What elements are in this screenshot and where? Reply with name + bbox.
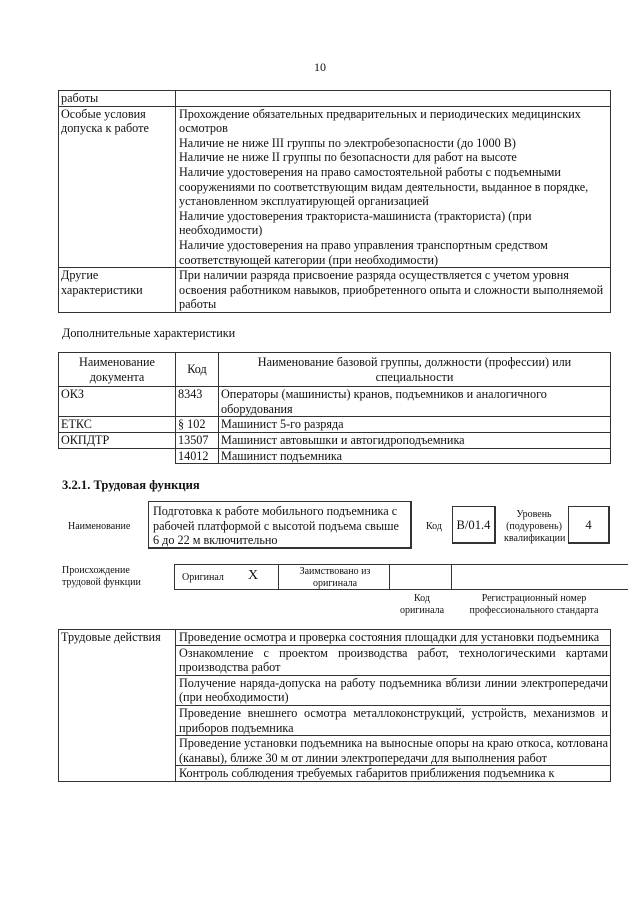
section-title: 3.2.1. Трудовая функция [62, 478, 200, 492]
condition-line: При наличии разряда присвоение разряда осуществляется с учетом уровня освоения работником навыков, приобретенного опыта и сложности выполняемой работы [179, 268, 604, 312]
doc-cell: ОКЗ [59, 387, 176, 417]
page-number: 10 [314, 60, 326, 74]
code-cell: 8343 [176, 387, 219, 417]
reg-number-label: Регистрационный номер профессионального стандарта [469, 593, 599, 616]
header-group-name: Наименование базовой группы, должности (профессии) или специальности [219, 353, 611, 387]
extra-characteristics-table [58, 352, 611, 464]
orig-code-label: Код оригинала [399, 593, 445, 616]
table-row [59, 417, 611, 433]
action-item: Ознакомление с проектом производства работ, технологическими картами производства работ [176, 645, 611, 675]
condition-line: Наличие удостоверения на право управления транспортным средством соответствующей категории (при необходимости) [179, 237, 548, 267]
table-row [59, 91, 611, 107]
code-cell: 14012 [176, 448, 219, 464]
name-cell: Машинист автовышки и автогидроподъемника [219, 432, 611, 448]
header-document: Наименование документа [59, 353, 176, 387]
code-cell: § 102 [176, 417, 219, 433]
name-cell: Машинист 5-го разряда [219, 417, 611, 433]
header-code: Код [176, 353, 219, 387]
original-label: Оригинал [182, 572, 224, 583]
action-item: Проведение установки подъемника на выносные опоры на краю откоса, котлована (канавы), ближе 30 м от линии электропередачи для выполнения работ [176, 736, 611, 766]
doc-cell: ОКПДТР [59, 432, 176, 448]
origin-label: Происхождение трудовой функции [62, 565, 141, 588]
original-mark: X [248, 568, 259, 583]
table-row [59, 387, 611, 417]
doc-cell [59, 448, 176, 464]
table-header-row [59, 353, 611, 387]
action-item: Проведение внешнего осмотра металлоконструкций, устройств, механизмов и приборов подъемника [176, 705, 611, 735]
row-label [59, 91, 176, 107]
row-value [176, 268, 611, 313]
action-item: Получение наряда-допуска на работу подъемника вблизи линии электропередачи (при необходимости) [176, 675, 611, 705]
condition-line: Прохождение обязательных предварительных и периодических медицинских осмотров [179, 106, 581, 136]
row-value [176, 106, 611, 268]
condition-line: Наличие не ниже II группы по безопасности для работ на высоте [179, 150, 517, 165]
table-row [59, 630, 611, 646]
actions-label: Трудовые действия [59, 630, 176, 782]
borrowed-label: Заимствовано из оригинала [299, 566, 371, 589]
orig-code-cell [390, 564, 452, 590]
row-label: Другие характеристики [59, 268, 176, 313]
doc-cell: ЕТКС [59, 417, 176, 433]
condition-line: Наличие удостоверения тракториста-машиниста (тракториста) (при необходимости) [179, 208, 532, 238]
row-label-text: работы [61, 91, 99, 105]
table-row [59, 448, 611, 464]
level-label: Уровень (подуровень) квалификации [504, 509, 566, 544]
row-label: Особые условия допуска к работе [59, 106, 176, 268]
function-code-box: B/01.4 [452, 506, 496, 544]
name-cell: Операторы (машинисты) кранов, подъемников и аналогичного оборудования [219, 387, 611, 417]
table-row [59, 268, 611, 313]
labor-actions-table [58, 629, 611, 782]
admission-conditions-table [58, 90, 611, 313]
row-value [176, 91, 611, 107]
level-box: 4 [568, 506, 610, 544]
table-row [59, 106, 611, 268]
function-name-box: Подготовка к работе мобильного подъемника с рабочей платформой с высотой подъема свыше 6 до 22 м включительно [148, 501, 412, 549]
extra-characteristics-title: Дополнительные характеристики [62, 326, 236, 340]
action-item: Контроль соблюдения требуемых габаритов приближения подъемника к [176, 766, 611, 782]
name-cell: Машинист подъемника [219, 448, 611, 464]
name-label: Наименование [68, 521, 131, 532]
action-item: Проведение осмотра и проверка состояния площадки для установки подъемника [176, 630, 611, 646]
table-row [59, 432, 611, 448]
code-cell: 13507 [176, 432, 219, 448]
condition-line: Наличие удостоверения на право самостоятельной работы с подъемными сооружениями по соответствующим видам деятельности, выданное в порядке, установленном эксплуатирующей организацией [179, 164, 589, 209]
code-label: Код [426, 521, 442, 532]
condition-line: Наличие не ниже III группы по электробезопасности (до 1000 В) [179, 135, 516, 150]
